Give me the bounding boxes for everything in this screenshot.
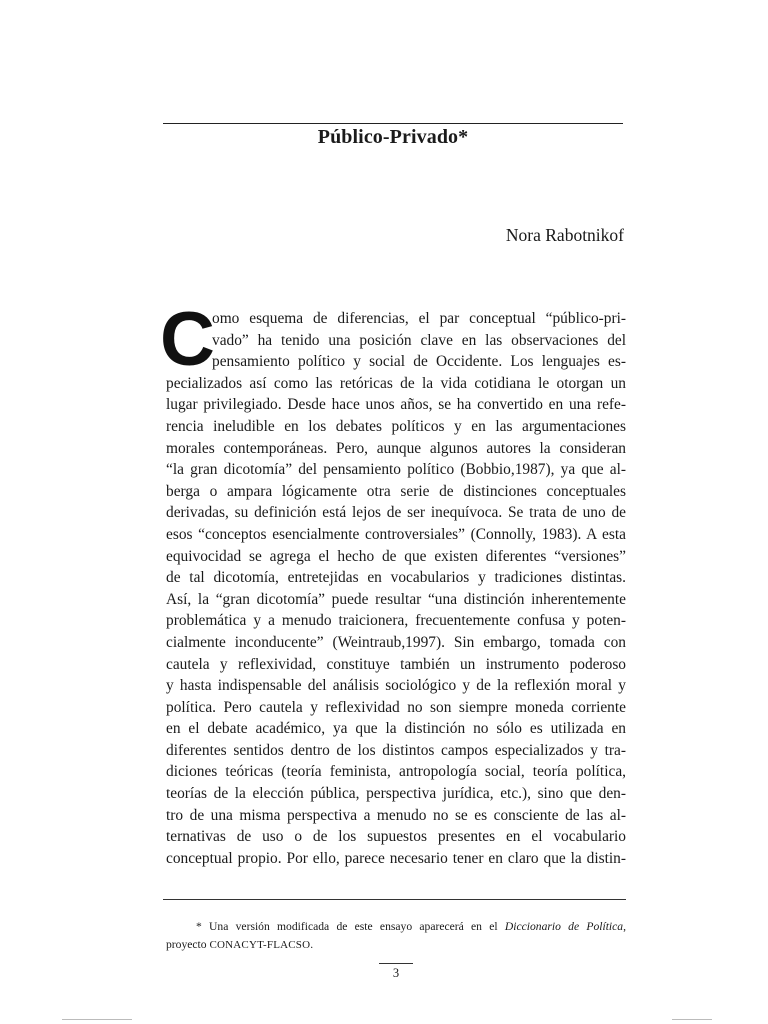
body-line: esos “conceptos esencialmente controversiales” (Connolly, 1983). A esta: [166, 525, 626, 543]
page-number: 3: [392, 966, 400, 980]
body-line: equivocidad se agrega el hecho de que existen diferentes “versiones”: [166, 547, 626, 565]
body-line: teorías de la elección pública, perspectiva jurídica, etc.), sino que den-: [166, 785, 626, 803]
scan-artifact: [672, 1019, 712, 1020]
body-line: cautela y reflexividad, constituye también un instrumento poderoso: [166, 655, 626, 673]
body-line: morales contemporáneas. Pero, aunque algunos autores la consideran: [166, 439, 626, 457]
footnote-line-1: [166, 918, 626, 936]
body-line: lugar privilegiado. Desde hace unos años, se ha convertido en una refe-: [166, 396, 626, 414]
body-line: ternativas de uso o de los supuestos presentes en el vocabulario: [166, 828, 626, 846]
body-text: [160, 297, 626, 869]
body-line: tro de una misma perspectiva a menudo no se es consciente de las al-: [166, 806, 626, 824]
page-title: Público-Privado*: [317, 126, 469, 148]
body-line: en el debate académico, ya que la distinción no sólo es utilizada en: [166, 720, 626, 738]
body-line: diferentes sentidos dentro de los distintos campos especializados y tra-: [166, 741, 626, 759]
body-line: problemática y a menudo traicionera, frecuentemente confusa y poten-: [166, 612, 626, 630]
title-rule: [163, 123, 623, 124]
footnote-punct: ,: [623, 920, 626, 933]
scan-artifact: [62, 1019, 132, 1020]
footnote-line2-suffix: .: [310, 938, 314, 951]
body-line: y hasta indispensable del análisis sociológico y de la reflexión moral y: [166, 677, 626, 695]
body-line: diciones teóricas (teoría feminista, antropología social, teoría política,: [166, 763, 626, 781]
footnote-rule: [163, 899, 626, 900]
body-line: de tal dicotomía, entretejidas en vocabularios y tradiciones distintas.: [166, 569, 626, 587]
body-line: conceptual propio. Por ello, parece necesario tener en claro que la distin-: [166, 849, 626, 867]
footnote-title: Diccionario de Política: [504, 920, 624, 933]
footnote-project: CONACYT-FLACSO: [209, 939, 311, 951]
footnote: [166, 918, 626, 954]
body-line: “la gran dicotomía” del pensamiento político (Bobbio,1987), ya que al-: [166, 461, 626, 479]
body-line: pecializados así como las retóricas de la vida cotidiana le otorgan un: [166, 374, 626, 392]
page-number-rule: [379, 963, 413, 964]
author-name: Nora Rabotnikof: [505, 225, 624, 245]
body-line: berga o ampara lógicamente otra serie de distinciones conceptuales: [166, 482, 626, 500]
body-line: cialmente inconducente” (Weintraub,1997). Sin embargo, tomada con: [166, 633, 626, 651]
body-line: vado” ha tenido una posición clave en las observaciones del: [212, 331, 626, 349]
footnote-text: Una versión modificada de este ensayo aparecerá en el: [201, 920, 505, 933]
body-line: pensamiento político y social de Occidente. Los lenguajes es-: [212, 353, 626, 371]
footnote-marker: *: [196, 920, 202, 933]
drop-cap: C: [160, 297, 215, 382]
body-line: omo esquema de diferencias, el par conceptual “público-pri-: [212, 310, 626, 327]
body-line: derivadas, su definición está lejos de ser inequívoca. Se trata de uno de: [166, 504, 626, 522]
footnote-line2-prefix: proyecto: [166, 938, 210, 951]
body-line: rencia ineludible en los debates políticos y en las argumentaciones: [166, 417, 626, 435]
footnote-line-2: [166, 936, 626, 954]
body-line: política. Pero cautela y reflexividad no son siempre moneda corriente: [166, 698, 626, 716]
body-line: Así, la “gran dicotomía” puede resultar “una distinción inherentemente: [166, 590, 626, 608]
